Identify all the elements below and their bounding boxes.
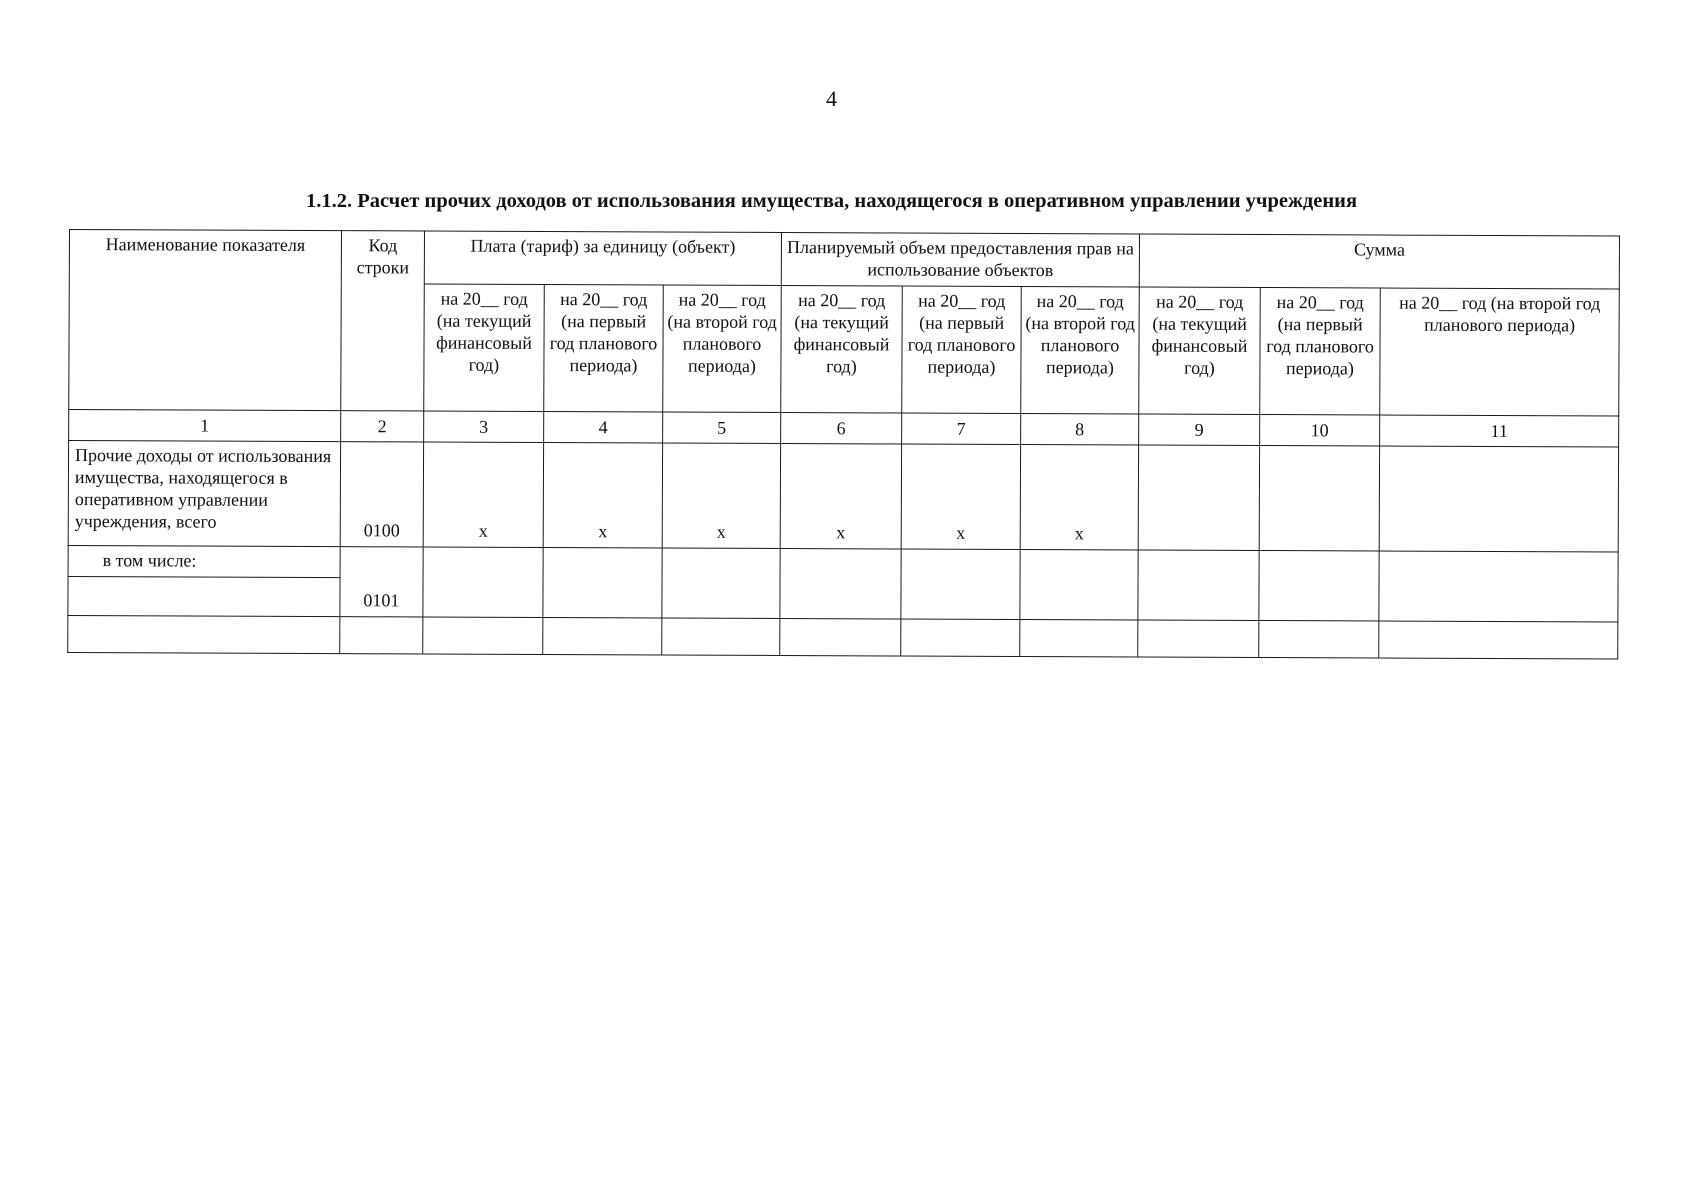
column-number: 7 xyxy=(902,413,1021,444)
header-sum-year-current: на 20__ год (на текущий финансовый год) xyxy=(1139,287,1261,415)
column-number: 3 xyxy=(424,411,544,443)
header-sum-year-first: на 20__ год (на первый год планового периода) xyxy=(1260,287,1381,415)
header-fee-per-unit: Плата (тариф) за единицу (объект) xyxy=(424,231,781,285)
row-label-including: в том числе: xyxy=(68,545,340,577)
row-label-entry[interactable] xyxy=(68,576,340,616)
column-number: 5 xyxy=(663,412,781,443)
not-applicable-mark: x xyxy=(543,442,662,547)
data-cell[interactable] xyxy=(662,618,780,655)
data-cell[interactable] xyxy=(543,547,662,617)
data-cell[interactable] xyxy=(1379,551,1618,622)
table-row-empty xyxy=(68,615,1618,658)
column-number: 1 xyxy=(69,410,341,442)
header-fee-year-current: на 20__ год (на текущий финансовый год) xyxy=(424,284,545,412)
column-number: 9 xyxy=(1139,414,1260,446)
page-number: 4 xyxy=(826,86,837,111)
row-label-total: Прочие доходы от использования имущества, находящегося в оперативном управлении учреждения, всего xyxy=(68,441,340,547)
data-cell[interactable] xyxy=(1020,549,1138,619)
header-volume-year-first: на 20__ год (на первый год планового периода) xyxy=(902,286,1022,413)
header-volume-year-current: на 20__ год (на текущий финансовый год) xyxy=(781,285,903,413)
data-cell[interactable] xyxy=(1138,550,1259,621)
data-cell[interactable] xyxy=(1138,620,1259,658)
header-volume-year-second: на 20__ год (на второй год планового периода) xyxy=(1021,286,1140,413)
data-cell[interactable] xyxy=(1020,619,1138,656)
column-number: 11 xyxy=(1380,415,1619,447)
column-number: 4 xyxy=(544,411,663,442)
section-title: 1.1.2. Расчет прочих доходов от использования имущества, находящегося в оперативном управлении учреждения xyxy=(305,190,1358,212)
sum-cell-current[interactable] xyxy=(1138,445,1259,551)
header-planned-volume: Планируемый объем предоставления прав на использование объектов xyxy=(781,232,1139,286)
data-cell[interactable] xyxy=(780,548,901,619)
row-code-total: 0100 xyxy=(340,442,423,547)
data-cell[interactable] xyxy=(68,615,340,653)
column-number: 6 xyxy=(781,412,902,444)
not-applicable-mark: x xyxy=(901,444,1020,549)
sum-cell-second[interactable] xyxy=(1379,446,1618,552)
not-applicable-mark: x xyxy=(662,443,780,548)
header-sum: Сумма xyxy=(1139,234,1619,289)
data-cell[interactable] xyxy=(423,547,543,618)
header-row-groups xyxy=(69,230,1619,289)
header-fee-year-first: на 20__ год (на первый год планового периода) xyxy=(544,284,664,411)
data-cell[interactable] xyxy=(423,617,543,655)
not-applicable-mark: x xyxy=(1020,444,1138,549)
income-calculation-table xyxy=(67,229,1620,659)
data-cell[interactable] xyxy=(1259,620,1379,658)
not-applicable-mark: x xyxy=(780,443,901,549)
column-number: 8 xyxy=(1021,413,1139,444)
data-cell[interactable] xyxy=(543,617,662,654)
header-indicator-name: Наименование показателя xyxy=(69,230,342,411)
header-sum-year-second: на 20__ год (на второй год планового периода) xyxy=(1380,288,1620,416)
row-code-including: 0101 xyxy=(340,547,423,617)
data-cell[interactable] xyxy=(780,618,901,656)
not-applicable-mark: x xyxy=(423,442,543,548)
data-cell[interactable] xyxy=(340,617,423,654)
header-line-code: Код строки xyxy=(341,231,425,411)
data-cell[interactable] xyxy=(901,549,1020,619)
data-cell[interactable] xyxy=(1259,550,1379,621)
column-number: 2 xyxy=(341,411,424,442)
header-fee-year-second: на 20__ год (на второй год планового периода) xyxy=(663,285,782,412)
data-cell[interactable] xyxy=(901,619,1020,656)
table-row-total xyxy=(68,441,1618,552)
column-number: 10 xyxy=(1260,414,1380,446)
data-cell[interactable] xyxy=(1379,621,1618,659)
sum-cell-first[interactable] xyxy=(1259,445,1379,551)
data-cell[interactable] xyxy=(662,548,780,618)
